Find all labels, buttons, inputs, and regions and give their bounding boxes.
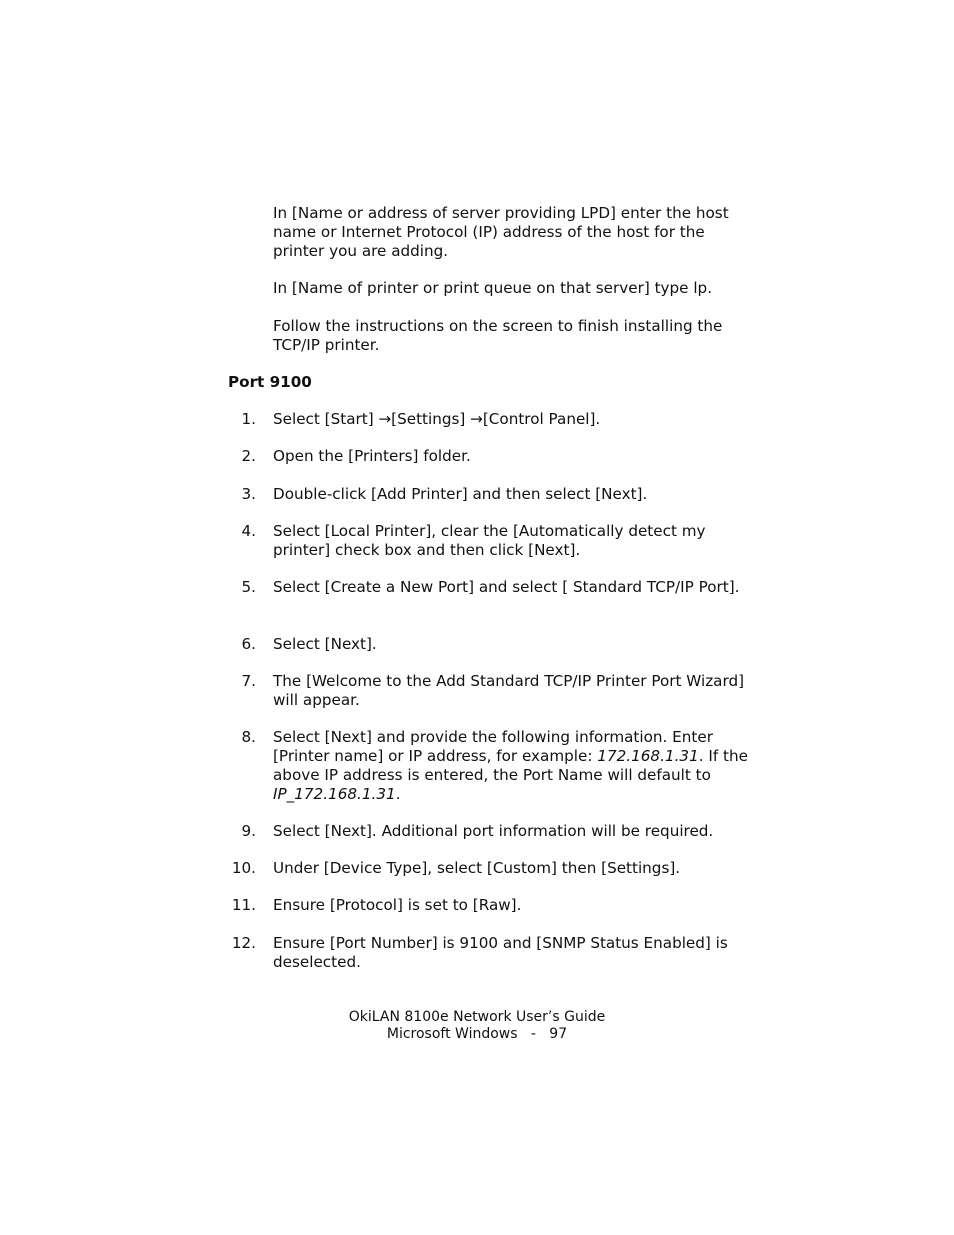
port-name-example: IP_172.168.1.31 [273,785,396,803]
list-item-number: 5. [241,578,256,596]
list-item-text: Select [Local Printer], clear the [Automatically detect my printer] check box and then click [Next]. [273,522,706,559]
section-heading-port-9100: Port 9100 [228,373,312,391]
step-8-text-b: . If the above IP address is entered, the Port Name will default to [273,747,748,784]
list-item-text: Ensure [Protocol] is set to [Raw]. [273,896,522,914]
list-item-number: 12. [231,934,256,952]
list-item-text: Select [Start] →[Settings] →[Control Panel]. [273,410,601,428]
list-item-text: Ensure [Port Number] is 9100 and [SNMP Status Enabled] is deselected. [273,934,728,971]
list-item-number: 3. [241,485,256,503]
list-item-number: 2. [241,447,256,465]
step-8-text-c: . [395,785,401,803]
list-item-number: 4. [241,522,256,540]
list-item-number: 9. [241,822,256,840]
list-item-text: Under [Device Type], select [Custom] then [Settings]. [273,859,681,877]
intro-paragraph-lpd-server: In [Name or address of server providing LPD] enter the host name or Internet Protocol (IP) address of the host for the printer you are adding. [273,204,729,260]
footer-guide-title: OkiLAN 8100e Network User’s Guide [348,1009,606,1025]
list-item-number: 8. [241,728,256,746]
intro-paragraph-finish: Follow the instructions on the screen to finish installing the TCP/IP printer. [273,317,723,354]
step-8-text-a: Select [Next] and provide the following information. Enter [Printer name] or IP address, for example: [273,728,713,765]
list-item-number: 10. [231,859,256,877]
list-item-text [273,728,753,804]
intro-paragraph-print-queue: In [Name of printer or print queue on that server] type lp. [273,279,713,297]
footer-section-page: Microsoft Windows - 97 [386,1026,568,1042]
ip-address-example: 172.168.1.31 [597,747,699,765]
list-item-number: 6. [241,635,256,653]
page-footer [0,1009,954,1043]
list-item-number: 7. [241,672,256,690]
list-item-number: 11. [231,896,256,914]
list-item-text: Select [Next]. [273,635,377,653]
list-item-number: 1. [241,410,256,428]
list-item-text: The [Welcome to the Add Standard TCP/IP Printer Port Wizard] will appear. [273,672,745,709]
list-item-text: Select [Next]. Additional port information will be required. [273,822,714,840]
list-item-text: Open the [Printers] folder. [273,447,471,465]
list-item-text: Double-click [Add Printer] and then select [Next]. [273,485,648,503]
list-item-text: Select [Create a New Port] and select [ Standard TCP/IP Port]. [273,578,740,596]
